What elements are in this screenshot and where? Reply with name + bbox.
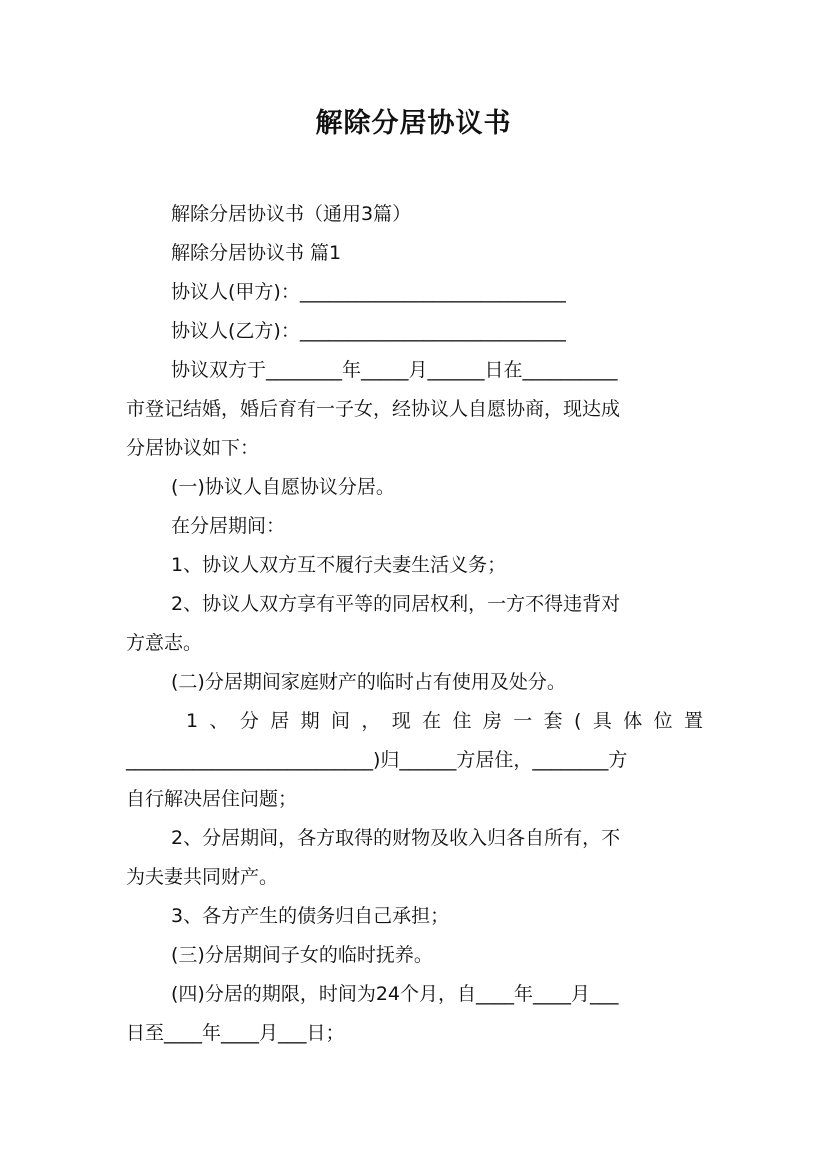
paragraph-party-a bbox=[126, 273, 703, 312]
paragraph-party-b bbox=[126, 312, 703, 351]
text-line: 协议人(乙方)：____________________________ bbox=[171, 320, 566, 342]
text-line: 方意志。 bbox=[126, 632, 203, 654]
text-line: 在分居期间： bbox=[171, 515, 286, 537]
paragraph-item-1 bbox=[126, 546, 703, 585]
paragraph-section-title bbox=[126, 234, 703, 273]
paragraph-clause-4 bbox=[126, 975, 703, 1053]
paragraph-housing bbox=[126, 702, 703, 819]
text-line: 分居协议如下： bbox=[126, 437, 260, 459]
text-line: 解除分居协议书 篇1 bbox=[171, 242, 342, 264]
paragraph-heading bbox=[126, 195, 703, 234]
text-line: 自行解决居住问题； bbox=[126, 788, 298, 810]
paragraph-clause-2 bbox=[126, 663, 703, 702]
text-line: (三)分居期间子女的临时抚养。 bbox=[171, 944, 433, 966]
paragraph-clause-3 bbox=[126, 936, 703, 975]
text-line: 解除分居协议书（通用3篇） bbox=[171, 203, 412, 225]
text-line: 为夫妻共同财产。 bbox=[126, 866, 279, 888]
paragraph-during-separation bbox=[126, 507, 703, 546]
text-line: 协议人(甲方)：____________________________ bbox=[171, 281, 566, 303]
text-line: (二)分居期间家庭财产的临时占有使用及处分。 bbox=[171, 671, 566, 693]
paragraph-marriage-info bbox=[126, 351, 703, 468]
paragraph-property bbox=[126, 819, 703, 897]
text-line: (一)协议人自愿协议分居。 bbox=[171, 476, 395, 498]
text-line: __________________________)归______方居住，________方 bbox=[126, 749, 628, 771]
text-line: 1、分居期间，现在住房一套(具体位置 bbox=[186, 710, 703, 732]
paragraph-debts bbox=[126, 897, 703, 936]
text-line: 3、各方产生的债务归自己承担； bbox=[171, 905, 450, 927]
document-title: 解除分居协议书 bbox=[315, 108, 512, 139]
text-line: 2、分居期间，各方取得的财物及收入归各自所有，不 bbox=[171, 827, 621, 849]
text-line: 协议双方于________年_____月______日在__________ bbox=[171, 359, 618, 381]
text-line: (四)分居的期限，时间为24个月，自____年____月___ bbox=[171, 983, 619, 1005]
text-line: 市登记结婚，婚后育有一子女，经协议人自愿协商，现达成 bbox=[126, 398, 621, 420]
paragraph-clause-1 bbox=[126, 468, 703, 507]
text-line: 1、协议人双方互不履行夫妻生活义务； bbox=[171, 554, 507, 576]
text-line: 2、协议人双方享有平等的同居权利，一方不得违背对 bbox=[171, 593, 621, 615]
paragraph-item-2 bbox=[126, 585, 703, 663]
text-line: 日至____年____月___日； bbox=[126, 1022, 345, 1044]
